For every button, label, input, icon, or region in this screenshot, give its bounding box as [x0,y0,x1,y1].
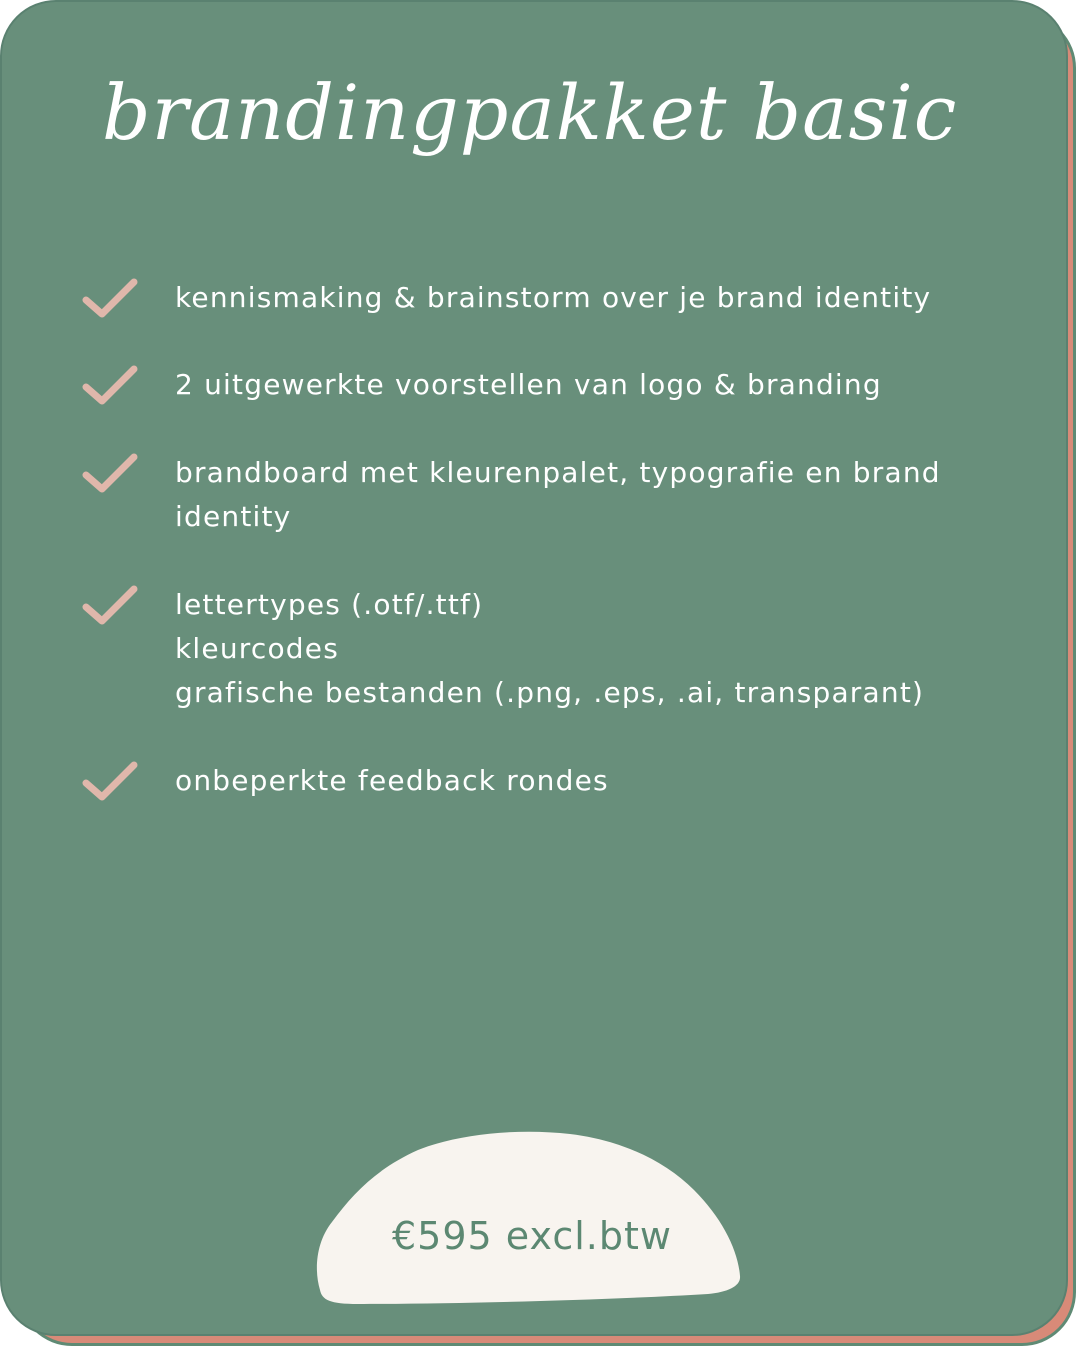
feature-line: brandboard met kleurenpalet, typografie en brand [175,456,941,489]
feature-text [175,451,1015,539]
feature-text [175,583,1015,715]
package-title: brandingpakket basic [102,68,958,157]
checkmark-icon [82,761,138,801]
feature-line: identity [175,500,292,533]
feature-line: grafische bestanden (.png, .eps, .ai, transparant) [175,676,925,709]
price-label: €595 excl.btw [392,1214,672,1258]
feature-line: kennismaking & brainstorm over je brand identity [175,281,932,314]
feature-text [175,276,1015,320]
checkmark-icon [82,585,138,625]
checkmark-icon [82,365,138,405]
feature-line: lettertypes (.otf/.ttf) [175,588,484,621]
checkmark-icon [82,453,138,493]
feature-line: onbeperkte feedback rondes [175,764,609,797]
checkmark-icon [82,278,138,318]
feature-text [175,363,1015,407]
feature-line: kleurcodes [175,632,339,665]
feature-text [175,759,1015,803]
feature-line: 2 uitgewerkte voorstellen van logo & branding [175,368,882,401]
